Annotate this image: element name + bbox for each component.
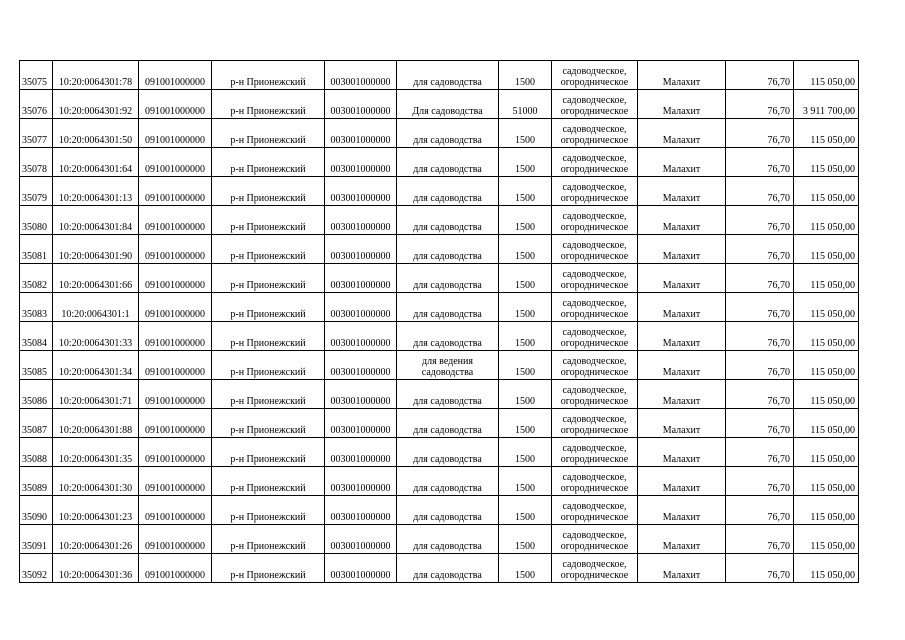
cell-specific-value: 76,70 xyxy=(726,380,794,409)
cell-usage-type: садоводческое, огородническое xyxy=(552,438,638,467)
cell-territory-code: 091001000000 xyxy=(139,554,212,583)
cell-number: 35082 xyxy=(20,264,53,293)
cell-territory-code: 091001000000 xyxy=(139,351,212,380)
cell-specific-value: 76,70 xyxy=(726,264,794,293)
cell-territory-code: 091001000000 xyxy=(139,525,212,554)
cell-territory-code: 091001000000 xyxy=(139,496,212,525)
cell-permitted-use: для садоводства xyxy=(397,206,499,235)
cell-cadastral-value: 3 911 700,00 xyxy=(794,90,859,119)
cell-specific-value: 76,70 xyxy=(726,293,794,322)
cell-specific-value: 76,70 xyxy=(726,61,794,90)
cell-cadastral-value: 115 050,00 xyxy=(794,148,859,177)
cell-cadastral-number: 10:20:0064301:66 xyxy=(53,264,139,293)
cell-specific-value: 76,70 xyxy=(726,119,794,148)
table-row xyxy=(20,554,859,583)
cell-category-code: 003001000000 xyxy=(325,409,397,438)
cell-locality: Малахит xyxy=(638,90,726,119)
cell-category-code: 003001000000 xyxy=(325,322,397,351)
cell-area: 1500 xyxy=(499,554,552,583)
cell-cadastral-number: 10:20:0064301:26 xyxy=(53,525,139,554)
cell-number: 35085 xyxy=(20,351,53,380)
cell-permitted-use: для садоводства xyxy=(397,148,499,177)
cell-permitted-use: для садоводства xyxy=(397,61,499,90)
cell-number: 35079 xyxy=(20,177,53,206)
cell-cadastral-number: 10:20:0064301:50 xyxy=(53,119,139,148)
cell-usage-type: садоводческое, огородническое xyxy=(552,554,638,583)
cell-category-code: 003001000000 xyxy=(325,119,397,148)
cell-area: 1500 xyxy=(499,119,552,148)
table-row xyxy=(20,438,859,467)
cell-number: 35080 xyxy=(20,206,53,235)
cell-specific-value: 76,70 xyxy=(726,206,794,235)
cell-permitted-use: для садоводства xyxy=(397,554,499,583)
cell-cadastral-number: 10:20:0064301:30 xyxy=(53,467,139,496)
cell-permitted-use: для садоводства xyxy=(397,438,499,467)
cell-locality: Малахит xyxy=(638,148,726,177)
cell-cadastral-number: 10:20:0064301:88 xyxy=(53,409,139,438)
table-row xyxy=(20,496,859,525)
table-row xyxy=(20,264,859,293)
cell-district: р-н Прионежский xyxy=(212,148,325,177)
table-row xyxy=(20,90,859,119)
cell-cadastral-value: 115 050,00 xyxy=(794,409,859,438)
cell-permitted-use: для садоводства xyxy=(397,293,499,322)
cell-usage-type: садоводческое, огородническое xyxy=(552,90,638,119)
cell-cadastral-value: 115 050,00 xyxy=(794,496,859,525)
cell-usage-type: садоводческое, огородническое xyxy=(552,293,638,322)
cell-permitted-use: для садоводства xyxy=(397,235,499,264)
cell-specific-value: 76,70 xyxy=(726,351,794,380)
cell-cadastral-number: 10:20:0064301:90 xyxy=(53,235,139,264)
cell-cadastral-number: 10:20:0064301:92 xyxy=(53,90,139,119)
cell-usage-type: садоводческое, огородническое xyxy=(552,148,638,177)
cell-category-code: 003001000000 xyxy=(325,380,397,409)
cell-category-code: 003001000000 xyxy=(325,61,397,90)
cell-area: 51000 xyxy=(499,90,552,119)
cell-cadastral-value: 115 050,00 xyxy=(794,119,859,148)
cell-category-code: 003001000000 xyxy=(325,525,397,554)
cell-area: 1500 xyxy=(499,264,552,293)
cell-usage-type: садоводческое, огородническое xyxy=(552,264,638,293)
cell-permitted-use: для садоводства xyxy=(397,322,499,351)
table-row xyxy=(20,119,859,148)
cell-number: 35078 xyxy=(20,148,53,177)
cell-permitted-use: для ведения садоводства xyxy=(397,351,499,380)
cell-cadastral-value: 115 050,00 xyxy=(794,351,859,380)
cell-locality: Малахит xyxy=(638,438,726,467)
cell-category-code: 003001000000 xyxy=(325,467,397,496)
cell-usage-type: садоводческое, огородническое xyxy=(552,467,638,496)
table-row xyxy=(20,61,859,90)
cell-category-code: 003001000000 xyxy=(325,293,397,322)
cell-area: 1500 xyxy=(499,525,552,554)
cell-area: 1500 xyxy=(499,409,552,438)
cell-cadastral-number: 10:20:0064301:64 xyxy=(53,148,139,177)
cell-cadastral-value: 115 050,00 xyxy=(794,293,859,322)
cell-category-code: 003001000000 xyxy=(325,438,397,467)
cell-usage-type: садоводческое, огородническое xyxy=(552,177,638,206)
cell-category-code: 003001000000 xyxy=(325,264,397,293)
cell-locality: Малахит xyxy=(638,235,726,264)
table-row xyxy=(20,322,859,351)
cell-cadastral-value: 115 050,00 xyxy=(794,235,859,264)
cell-number: 35083 xyxy=(20,293,53,322)
cell-category-code: 003001000000 xyxy=(325,496,397,525)
cell-district: р-н Прионежский xyxy=(212,235,325,264)
cell-specific-value: 76,70 xyxy=(726,554,794,583)
cell-area: 1500 xyxy=(499,235,552,264)
cell-specific-value: 76,70 xyxy=(726,525,794,554)
cell-number: 35086 xyxy=(20,380,53,409)
cell-area: 1500 xyxy=(499,177,552,206)
cell-usage-type: садоводческое, огородническое xyxy=(552,380,638,409)
cell-district: р-н Прионежский xyxy=(212,119,325,148)
cell-cadastral-value: 115 050,00 xyxy=(794,322,859,351)
cell-category-code: 003001000000 xyxy=(325,235,397,264)
cell-territory-code: 091001000000 xyxy=(139,264,212,293)
cell-territory-code: 091001000000 xyxy=(139,61,212,90)
cell-specific-value: 76,70 xyxy=(726,177,794,206)
cell-district: р-н Прионежский xyxy=(212,409,325,438)
cell-cadastral-value: 115 050,00 xyxy=(794,264,859,293)
cell-specific-value: 76,70 xyxy=(726,148,794,177)
cell-specific-value: 76,70 xyxy=(726,496,794,525)
land-plot-table xyxy=(19,60,859,583)
cell-specific-value: 76,70 xyxy=(726,438,794,467)
cell-permitted-use: Для садоводства xyxy=(397,90,499,119)
cell-area: 1500 xyxy=(499,322,552,351)
cell-area: 1500 xyxy=(499,206,552,235)
cell-number: 35091 xyxy=(20,525,53,554)
table-row xyxy=(20,206,859,235)
cell-area: 1500 xyxy=(499,380,552,409)
cell-area: 1500 xyxy=(499,61,552,90)
cell-specific-value: 76,70 xyxy=(726,467,794,496)
cell-usage-type: садоводческое, огородническое xyxy=(552,409,638,438)
cell-territory-code: 091001000000 xyxy=(139,235,212,264)
cell-cadastral-value: 115 050,00 xyxy=(794,380,859,409)
cell-district: р-н Прионежский xyxy=(212,90,325,119)
cell-district: р-н Прионежский xyxy=(212,293,325,322)
cell-specific-value: 76,70 xyxy=(726,235,794,264)
cell-locality: Малахит xyxy=(638,61,726,90)
cell-area: 1500 xyxy=(499,467,552,496)
cell-cadastral-number: 10:20:0064301:33 xyxy=(53,322,139,351)
cell-district: р-н Прионежский xyxy=(212,380,325,409)
cell-usage-type: садоводческое, огородническое xyxy=(552,235,638,264)
cell-district: р-н Прионежский xyxy=(212,525,325,554)
table-row xyxy=(20,235,859,264)
cell-locality: Малахит xyxy=(638,409,726,438)
cell-cadastral-value: 115 050,00 xyxy=(794,467,859,496)
cell-permitted-use: для садоводства xyxy=(397,177,499,206)
cell-usage-type: садоводческое, огородническое xyxy=(552,525,638,554)
cell-category-code: 003001000000 xyxy=(325,90,397,119)
cell-cadastral-number: 10:20:0064301:35 xyxy=(53,438,139,467)
cell-district: р-н Прионежский xyxy=(212,61,325,90)
cell-cadastral-value: 115 050,00 xyxy=(794,61,859,90)
cell-cadastral-value: 115 050,00 xyxy=(794,554,859,583)
cell-number: 35090 xyxy=(20,496,53,525)
cell-number: 35077 xyxy=(20,119,53,148)
cell-cadastral-value: 115 050,00 xyxy=(794,438,859,467)
cell-territory-code: 091001000000 xyxy=(139,322,212,351)
cell-cadastral-number: 10:20:0064301:13 xyxy=(53,177,139,206)
cell-locality: Малахит xyxy=(638,293,726,322)
cell-locality: Малахит xyxy=(638,496,726,525)
cell-district: р-н Прионежский xyxy=(212,206,325,235)
cell-locality: Малахит xyxy=(638,264,726,293)
cell-district: р-н Прионежский xyxy=(212,177,325,206)
cell-specific-value: 76,70 xyxy=(726,90,794,119)
cell-number: 35084 xyxy=(20,322,53,351)
cell-usage-type: садоводческое, огородническое xyxy=(552,351,638,380)
cell-number: 35088 xyxy=(20,438,53,467)
cell-territory-code: 091001000000 xyxy=(139,409,212,438)
cell-permitted-use: для садоводства xyxy=(397,525,499,554)
cell-locality: Малахит xyxy=(638,380,726,409)
table-row xyxy=(20,148,859,177)
cell-number: 35087 xyxy=(20,409,53,438)
cell-area: 1500 xyxy=(499,438,552,467)
cell-locality: Малахит xyxy=(638,177,726,206)
cell-area: 1500 xyxy=(499,293,552,322)
cell-number: 35075 xyxy=(20,61,53,90)
cell-category-code: 003001000000 xyxy=(325,206,397,235)
cell-cadastral-value: 115 050,00 xyxy=(794,206,859,235)
cell-area: 1500 xyxy=(499,496,552,525)
table-row xyxy=(20,467,859,496)
table-row xyxy=(20,525,859,554)
cell-permitted-use: для садоводства xyxy=(397,264,499,293)
cell-cadastral-value: 115 050,00 xyxy=(794,177,859,206)
cell-cadastral-value: 115 050,00 xyxy=(794,525,859,554)
table-row xyxy=(20,351,859,380)
cell-permitted-use: для садоводства xyxy=(397,496,499,525)
cell-area: 1500 xyxy=(499,148,552,177)
cell-cadastral-number: 10:20:0064301:78 xyxy=(53,61,139,90)
cell-number: 35089 xyxy=(20,467,53,496)
cell-territory-code: 091001000000 xyxy=(139,177,212,206)
cell-territory-code: 091001000000 xyxy=(139,119,212,148)
cell-territory-code: 091001000000 xyxy=(139,293,212,322)
cell-category-code: 003001000000 xyxy=(325,351,397,380)
cell-specific-value: 76,70 xyxy=(726,322,794,351)
table-row xyxy=(20,409,859,438)
cell-permitted-use: для садоводства xyxy=(397,119,499,148)
cell-locality: Малахит xyxy=(638,525,726,554)
table-row xyxy=(20,380,859,409)
cell-cadastral-number: 10:20:0064301:1 xyxy=(53,293,139,322)
cell-usage-type: садоводческое, огородническое xyxy=(552,206,638,235)
cell-specific-value: 76,70 xyxy=(726,409,794,438)
cell-locality: Малахит xyxy=(638,467,726,496)
cell-district: р-н Прионежский xyxy=(212,496,325,525)
cell-district: р-н Прионежский xyxy=(212,467,325,496)
cell-number: 35092 xyxy=(20,554,53,583)
cell-district: р-н Прионежский xyxy=(212,322,325,351)
cell-usage-type: садоводческое, огородническое xyxy=(552,322,638,351)
cell-cadastral-number: 10:20:0064301:34 xyxy=(53,351,139,380)
cell-district: р-н Прионежский xyxy=(212,264,325,293)
cell-locality: Малахит xyxy=(638,119,726,148)
cell-district: р-н Прионежский xyxy=(212,438,325,467)
cell-category-code: 003001000000 xyxy=(325,148,397,177)
cell-territory-code: 091001000000 xyxy=(139,148,212,177)
cell-territory-code: 091001000000 xyxy=(139,467,212,496)
cell-cadastral-number: 10:20:0064301:23 xyxy=(53,496,139,525)
cell-locality: Малахит xyxy=(638,322,726,351)
cell-district: р-н Прионежский xyxy=(212,554,325,583)
cell-locality: Малахит xyxy=(638,554,726,583)
cell-cadastral-number: 10:20:0064301:84 xyxy=(53,206,139,235)
cell-locality: Малахит xyxy=(638,351,726,380)
cell-permitted-use: для садоводства xyxy=(397,380,499,409)
cell-territory-code: 091001000000 xyxy=(139,206,212,235)
cell-cadastral-number: 10:20:0064301:36 xyxy=(53,554,139,583)
cell-cadastral-number: 10:20:0064301:71 xyxy=(53,380,139,409)
cell-category-code: 003001000000 xyxy=(325,177,397,206)
cell-usage-type: садоводческое, огородническое xyxy=(552,119,638,148)
table-row xyxy=(20,293,859,322)
table-row xyxy=(20,177,859,206)
cell-number: 35081 xyxy=(20,235,53,264)
cell-usage-type: садоводческое, огородническое xyxy=(552,496,638,525)
cell-territory-code: 091001000000 xyxy=(139,438,212,467)
cell-permitted-use: для садоводства xyxy=(397,467,499,496)
cell-territory-code: 091001000000 xyxy=(139,380,212,409)
cell-area: 1500 xyxy=(499,351,552,380)
cell-district: р-н Прионежский xyxy=(212,351,325,380)
cell-category-code: 003001000000 xyxy=(325,554,397,583)
table-body xyxy=(20,61,859,583)
cell-territory-code: 091001000000 xyxy=(139,90,212,119)
cell-permitted-use: для садоводства xyxy=(397,409,499,438)
cell-number: 35076 xyxy=(20,90,53,119)
cell-usage-type: садоводческое, огородническое xyxy=(552,61,638,90)
cell-locality: Малахит xyxy=(638,206,726,235)
